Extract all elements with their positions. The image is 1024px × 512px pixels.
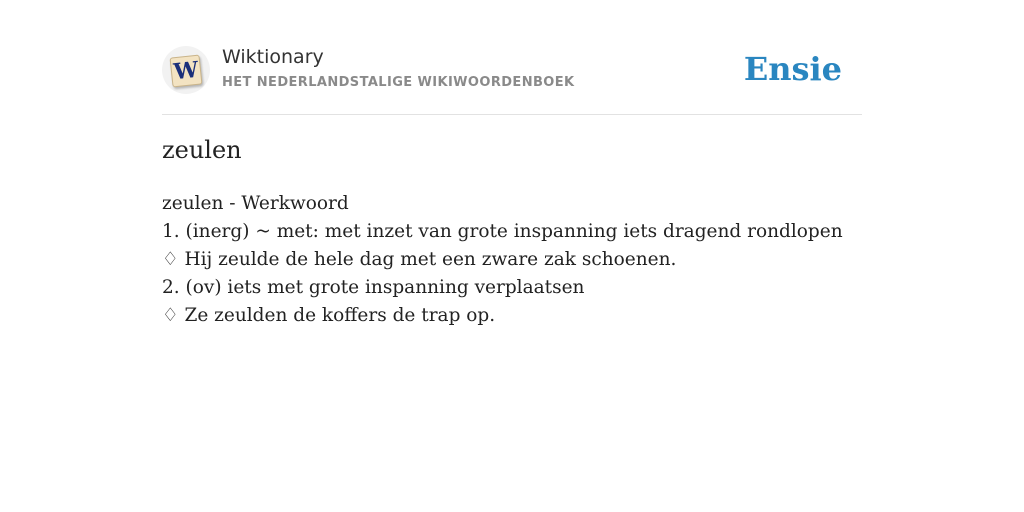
site-header bbox=[162, 44, 862, 115]
ensie-brand-link[interactable]: Ensie bbox=[743, 50, 842, 88]
entry-title: zeulen bbox=[162, 136, 242, 164]
site-tagline: HET NEDERLANDSTALIGE WIKIWOORDENBOEK bbox=[222, 75, 575, 90]
example-line-2: ♢ Ze zeulden de koffers de trap op. bbox=[162, 305, 496, 326]
definition-body bbox=[162, 190, 862, 330]
example-line-1: ♢ Hij zeulde de hele dag met een zware zak schoenen. bbox=[162, 249, 677, 270]
site-name[interactable]: Wiktionary bbox=[222, 46, 324, 68]
definition-line-1: 1. (inerg) ~ met: met inzet van grote inspanning iets dragend rondlopen bbox=[162, 221, 843, 242]
definition-line-2: 2. (ov) iets met grote inspanning verplaatsen bbox=[162, 277, 585, 298]
wiktionary-logo-icon[interactable] bbox=[162, 46, 210, 94]
word-type-line: zeulen - Werkwoord bbox=[162, 193, 349, 214]
logo-tile: W bbox=[170, 55, 203, 88]
